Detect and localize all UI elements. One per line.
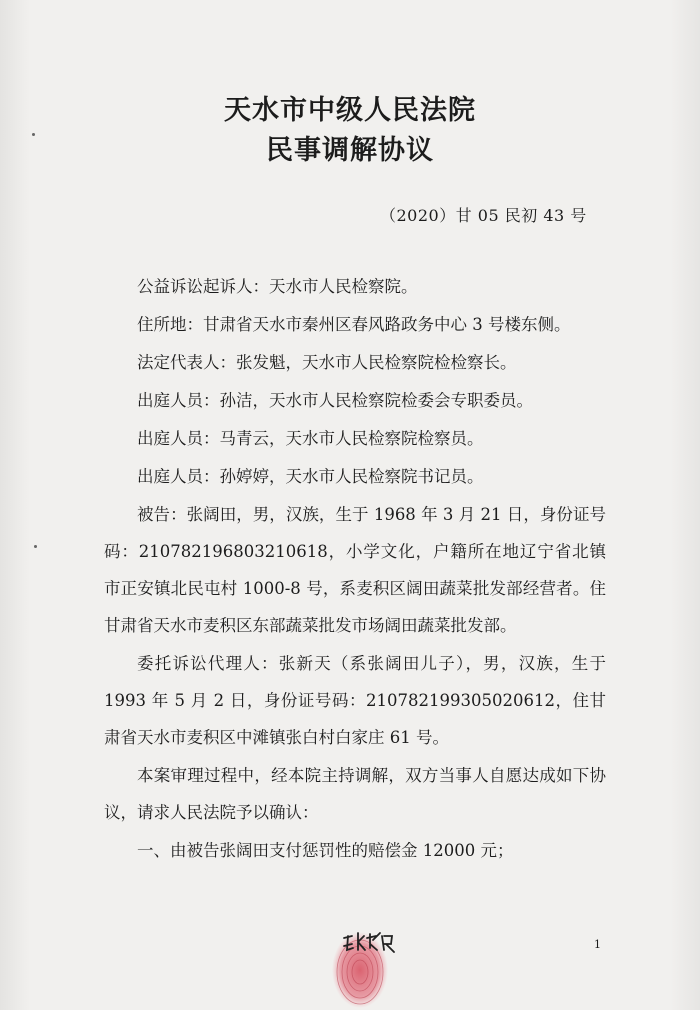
paragraph-legal-representative: 法定代表人：张发魁，天水市人民检察院检检察长。 bbox=[137, 353, 517, 372]
signature-fingerprint-seal bbox=[300, 900, 420, 1010]
paragraph-defendant: 被告：张阔田，男，汉族，生于 1968 年 3 月 21 日，身份证号码：210782196803210618，小学文化，户籍所在地辽宁省北镇市正安镇北民屯村 1000-8 号，系麦积区阔田蔬菜批发部经营者。住甘肃省天水市麦积区东部蔬菜批发市场阔田蔬菜批发部。 bbox=[104, 505, 606, 635]
paragraph-attendee: 出庭人员：孙洁，天水市人民检察院检委会专职委员。 bbox=[137, 391, 533, 410]
scan-speck bbox=[34, 545, 37, 548]
paragraph-agent: 委托诉讼代理人：张新天（系张阔田儿子），男，汉族，生于 1993 年 5 月 2 日，身份证号码：210782199305020612，住甘肃省天水市麦积区中滩镇张白村白家庄 61 号。 bbox=[104, 654, 606, 747]
paragraph-mediation: 本案审理过程中，经本院主持调解，双方当事人自愿达成如下协议，请求人民法院予以确认： bbox=[104, 766, 606, 822]
document-type-title: 民事调解协议 bbox=[266, 135, 434, 166]
court-name-title: 天水市中级人民法院 bbox=[224, 95, 476, 126]
paragraph-attendee: 出庭人员：马青云，天水市人民检察院检察员。 bbox=[137, 429, 484, 448]
paragraph-attendee: 出庭人员：孙婷婷，天水市人民检察院书记员。 bbox=[137, 467, 484, 486]
paragraph-clause-1: 一、由被告张阔田支付惩罚性的赔偿金 12000 元； bbox=[137, 841, 514, 860]
page-number: 1 bbox=[594, 938, 601, 951]
paragraph-plaintiff: 公益诉讼起诉人：天水市人民检察院。 bbox=[137, 277, 418, 296]
case-number: （2020）甘 05 民初 43 号 bbox=[380, 206, 587, 225]
document-body bbox=[104, 268, 606, 870]
paragraph-address: 住所地：甘肃省天水市秦州区春风路政务中心 3 号楼东侧。 bbox=[137, 315, 571, 334]
